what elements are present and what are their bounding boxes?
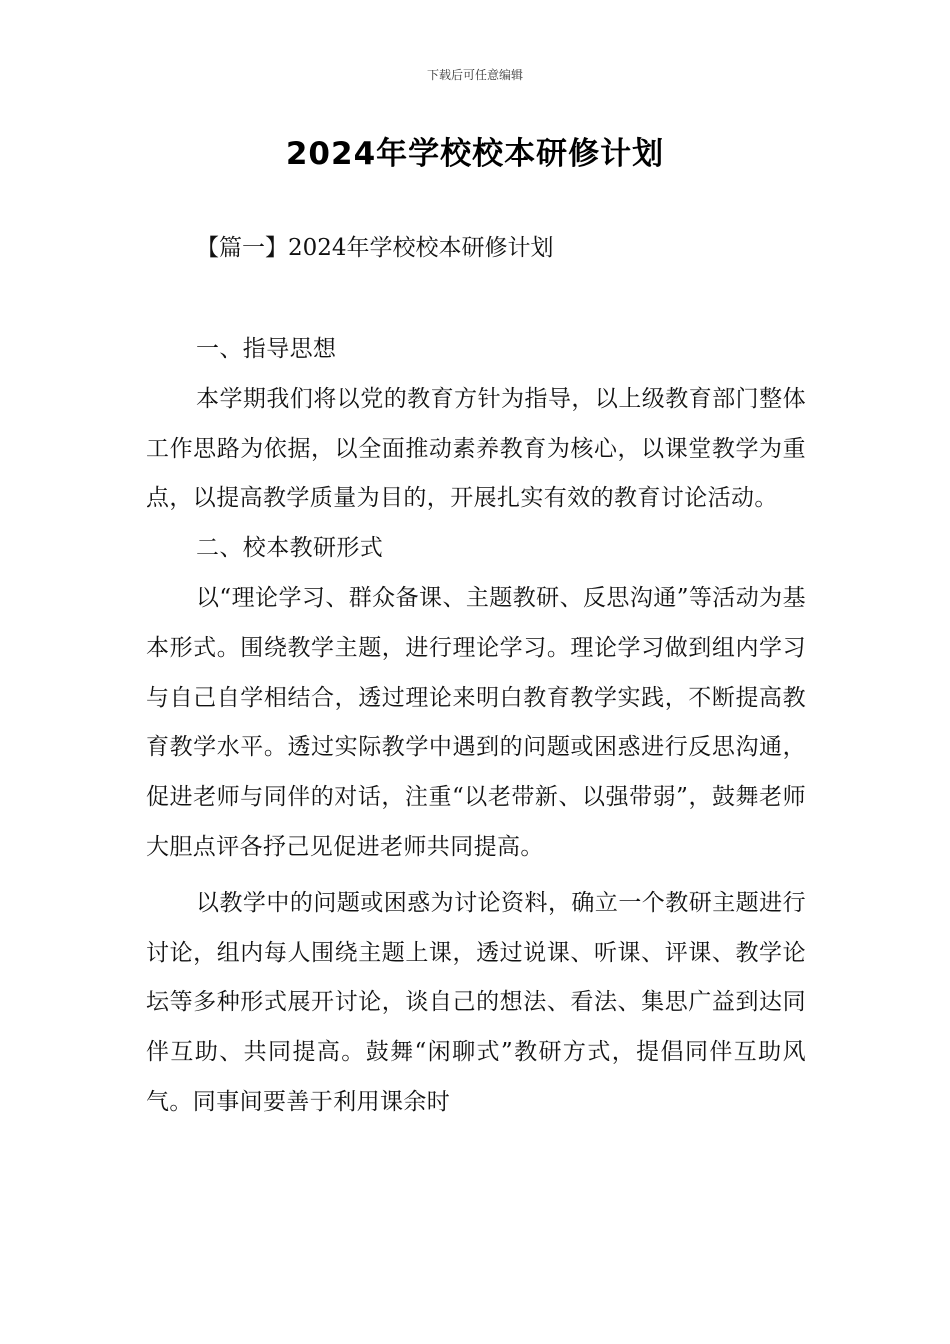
paragraph-guiding-ideology: 本学期我们将以党的教育方针为指导，以上级教育部门整体工作思路为依据，以全面推动素养教育为核心，以课堂教学为重点，以提高教学质量为目的，开展扎实有效的教育讨论活动。 [146,385,806,512]
paragraph-topic-discussion: 以教学中的问题或困惑为讨论资料，确立一个教研主题进行讨论，组内每人围绕主题上课，透过说课、听课、评课、教学论坛等多种形式展开讨论，谈自己的想法、看法、集思广益到达同伴互助、共同提高。鼓舞“闲聊式”教研方式，提倡同伴互助风气。同事间要善于利用课余时 [146,889,806,1115]
heading-guiding-ideology: 一、指导思想 [196,336,337,362]
paragraph-research-form: 以“理论学习、群众备课、主题教研、反思沟通”等活动为基本形式。围绕教学主题，进行理论学习。理论学习做到组内学习与自己自学相结合，透过理论来明白教育教学实践，不断提高教育教学水平。透过实际教学中遇到的问题或困惑进行反思沟通，促进老师与同伴的对话，注重“以老带新、以强带弱”，鼓舞老师大胆点评各抒己见促进老师共同提高。 [146,584,806,860]
header-note: 下载后可任意编辑 [426,68,523,82]
document-body [146,325,806,1128]
document-title: 2024年学校校本研修计划 [285,136,665,172]
section-heading: 【篇一】2024年学校校本研修计划 [196,235,554,261]
heading-research-form: 二、校本教研形式 [196,535,384,562]
